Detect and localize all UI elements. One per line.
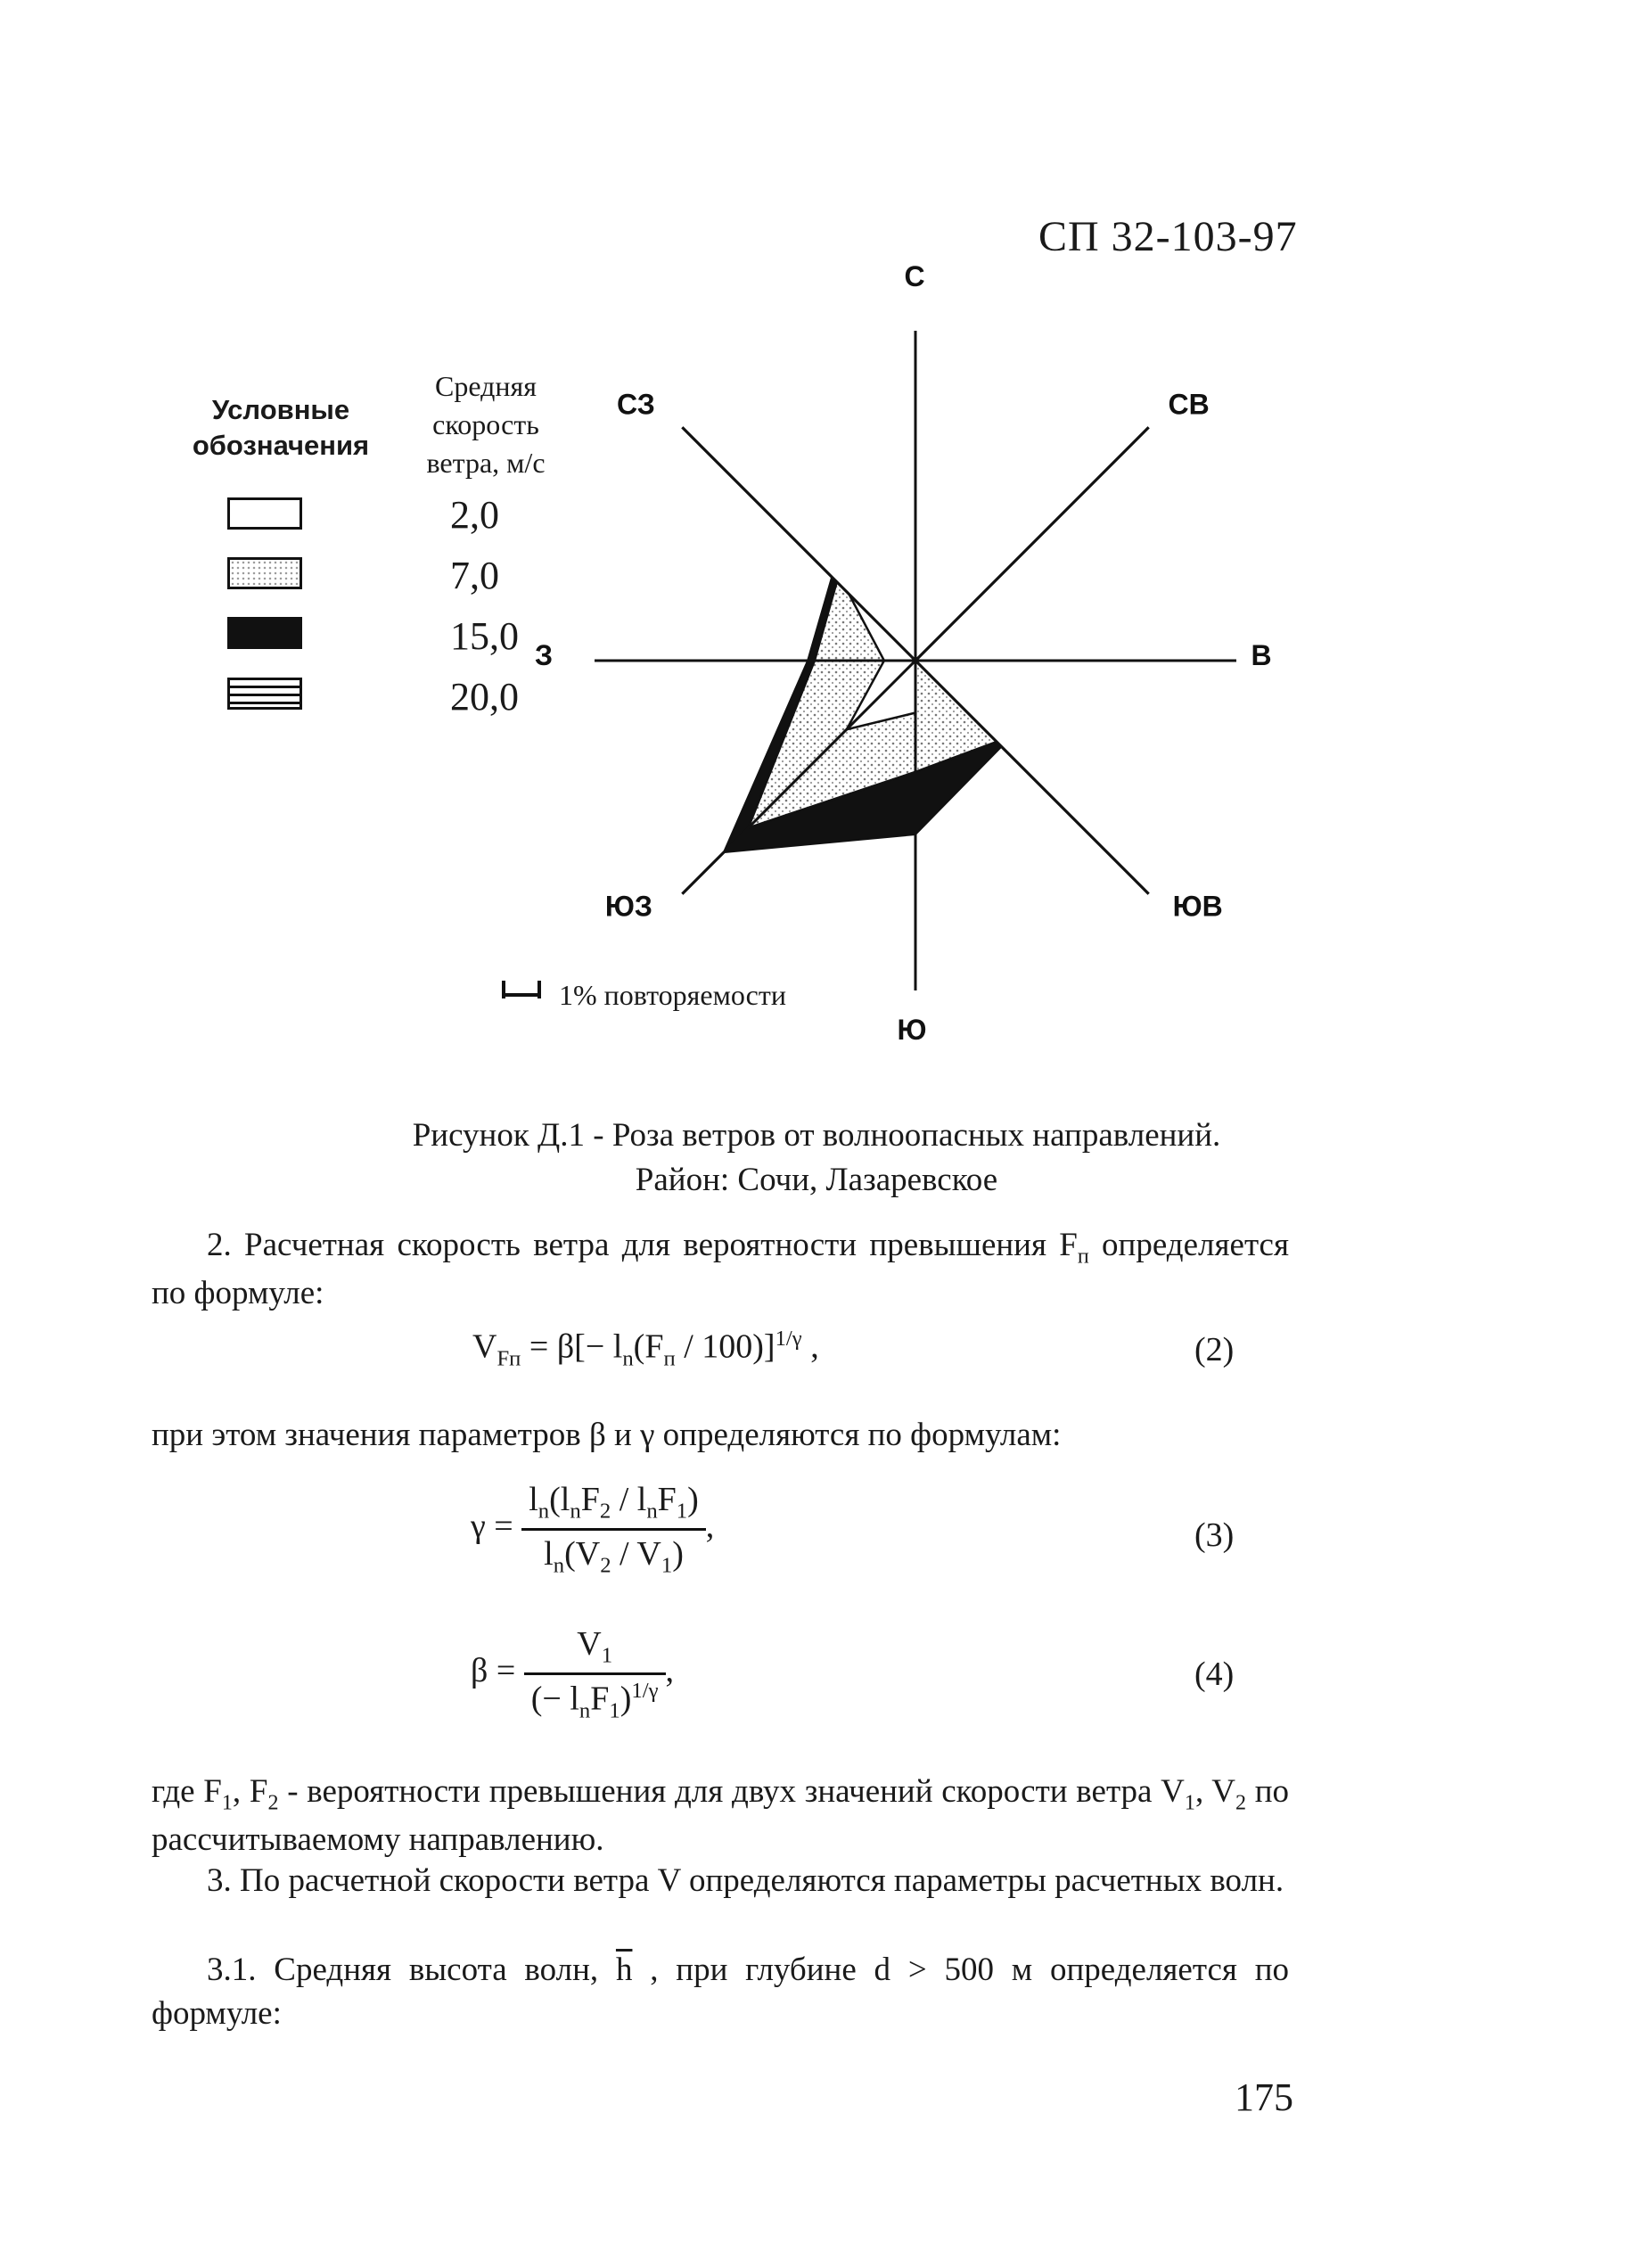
- direction-label: СВ: [1168, 388, 1210, 421]
- figure-caption-line1: Рисунок Д.1 - Роза ветров от волноопасных направлений.: [412, 1117, 1221, 1154]
- speed-heading: Средняя скорость ветра, м/с: [426, 370, 546, 480]
- direction-label: ЮВ: [1172, 890, 1223, 923]
- figure-caption-line2: Район: Сочи, Лазаревское: [635, 1162, 998, 1198]
- scale-bar: [504, 981, 539, 998]
- direction-label: В: [1251, 639, 1272, 671]
- direction-label: Ю: [897, 1014, 927, 1046]
- paragraph-where: где $F_1$, $F_2$ - вероятности превышения для двух значений скорости ветра $V_1$, $V_2$ по рассчитываемому направлению.: [152, 1773, 1289, 1859]
- rose-axes: [595, 331, 1236, 990]
- page-number: 175: [1235, 2075, 1293, 2119]
- equation-3: γ = $\frac{l_n(l_nF_2 / l_nF_1)}{l_n(V_2 / V_1)}$ ,: [471, 1481, 715, 1578]
- direction-label: СЗ: [617, 388, 655, 421]
- equation-4-number: (4): [1194, 1656, 1235, 1693]
- document-code: СП 32-103-97: [1038, 213, 1298, 260]
- legend-heading: Условные обозначения: [192, 394, 370, 462]
- equation-3-number: (3): [1194, 1516, 1235, 1554]
- equation-2-number: (2): [1194, 1331, 1235, 1368]
- direction-label: С: [904, 260, 925, 292]
- legend-value: 15,0: [450, 614, 519, 658]
- legend-value: 20,0: [450, 675, 519, 719]
- equation-2: $V_{Fп} = \beta[- l_n(F_п / 100)]^{1/\gamma}$ ,: [472, 1327, 819, 1371]
- legend-value: 7,0: [450, 554, 499, 597]
- direction-label: З: [534, 639, 554, 671]
- equation-4: β = $\frac{V_1}{(- l_nF_1)^{1/\gamma}}$ ,: [471, 1625, 675, 1722]
- paragraph-2: 2. Расчетная скорость ветра для вероятности превышения $F_п$ определяется по формуле:: [152, 1227, 1290, 1312]
- scale-bar-label: 1% повторяемости: [559, 979, 786, 1011]
- paragraph-params: при этом значения параметров β и γ определяются по формулам:: [152, 1417, 1062, 1453]
- direction-label: ЮЗ: [604, 890, 652, 923]
- paragraph-3-1: 3.1. Средняя высота волн, $\overline{h}$ , при глубине d > 500 м определяется по формуле:: [152, 1952, 1289, 2033]
- wind-rose-chart: [0, 0, 1633, 1070]
- paragraph-3: 3. По расчетной скорости ветра V определяются параметры расчетных волн.: [207, 1862, 1284, 1899]
- legend-value: 2,0: [450, 493, 499, 537]
